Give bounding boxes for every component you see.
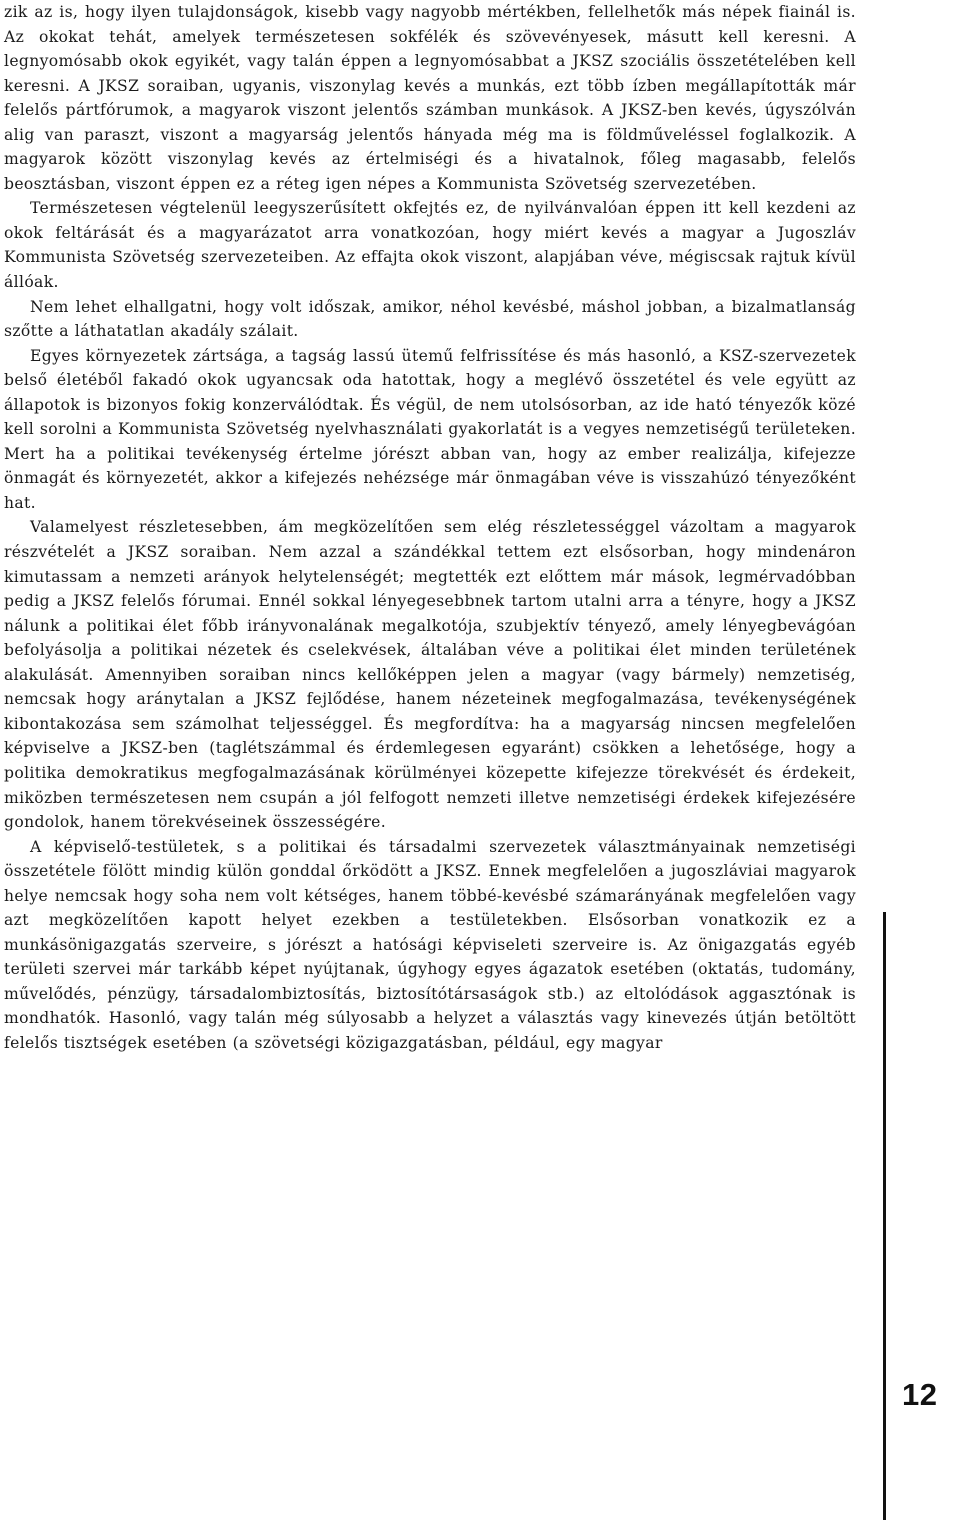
paragraph-2: Természetesen végtelenül leegyszerűsített okfejtés ez, de nyilvánvalóan éppen itt kell kezdeni az okok feltárását és a magyarázatot arra vonatkozóan, hogy miért kevés a magyar a Jugoszláv Kommunista Szövetség szervezeteiben. Az effajta okok viszont, alapjában véve, mégiscsak rajtuk kívül állóak.	[4, 199, 856, 292]
page-number: 12	[902, 1377, 938, 1412]
margin-rule	[883, 912, 886, 1520]
paragraph-5: Valamelyest részletesebben, ám megközelítően sem elég részletességgel vázoltam a magyarok részvételét a JKSZ soraiban. Nem azzal a szándékkal tettem ezt elsősorban, hogy mindenáron kimutassam a nemzeti arányok helytelenségét; megtették ezt előttem már mások, legmérvadóbban pedig a JKSZ felelős fórumai. Ennél sokkal lényegesebbnek tartom utalni arra a tényre, hogy a JKSZ nálunk a politikai élet főbb irányvonalának megalkotója, szubjektív tényező, amely lényegbevágóan befolyásolja a politikai nézetek és cselekvések, általában véve a politikai élet minden területének alakulását. Amennyiben soraiban nincs kellőképpen jelen a magyar (vagy bármely) nemzetiség, nemcsak hogy aránytalan a JKSZ fejlődése, hanem nézeteinek megfogalmazása, tevékenységének kibontakozása sem számolhat teljességgel. És megfordítva: ha a magyarság nincsen megfelelően képviselve a JKSZ-ben (taglétszámmal és érdemlegesen egyaránt) csökken a lehetősége, hogy a politika demokratikus megfogalmazásának körülményei közepette kifejezze törekvését és érdekeit, miközben természetesen nem csupán a jól felfogott nemzeti illetve nemzetiségi érdekek kifejezésére gondolok, hanem törekvéseinek összességére.	[4, 518, 856, 832]
paragraph-3: Nem lehet elhallgatni, hogy volt időszak, amikor, néhol kevésbé, máshol jobban, a bizalmatlanság szőtte a láthatatlan akadály szálait.	[4, 297, 856, 341]
paragraph-1: zik az is, hogy ilyen tulajdonságok, kisebb vagy nagyobb mértékben, fellelhetők más népek fiainál is. Az okokat tehát, amelyek természetesen sokfélék és szövevényesek, másutt kell keresni. A legnyomósabb okok egyikét, vagy talán éppen a legnyomósabbat a JKSZ szociális összetételében kell keresni. A JKSZ soraiban, ugyanis, viszonylag kevés a munkás, ezt több ízben megállapították már felelős pártfórumok, a magyarok viszont jelentős számban munkások. A JKSZ-ben kevés, úgyszólván alig van paraszt, viszont a magyarság jelentős hányada még ma is földműveléssel foglalkozik. A magyarok között viszonylag kevés az értelmiségi és a hivatalnok, főleg magasabb, felelős beosztásban, viszont éppen ez a réteg igen népes a Kommunista Szövetség szervezetében.	[4, 3, 856, 193]
paragraph-4: Egyes környezetek zártsága, a tagság lassú ütemű felfrissítése és más hasonló, a KSZ-szervezetek belső életéből fakadó okok ugyancsak oda hatottak, hogy a meglévő összetétel és vele együtt az állapotok is bizonyos fokig konzerválódtak. És végül, de nem utolsósorban, az ide ható tényezők közé kell sorolni a Kommunista Szövetség nyelvhasználati gyakorlatát is a vegyes nemzetiségű területeken. Mert ha a politikai tevékenység értelme jórészt abban van, hogy az ember realizálja, kifejezze önmagát és környezetét, akkor a kifejezés nehézsége már önmagában véve is visszahúzó tényezőként hat.	[4, 346, 856, 512]
paragraph-6: A képviselő-testületek, s a politikai és társadalmi szervezetek választmányainak nemzetiségi összetétele fölött mindig külön gonddal őrködött a JKSZ. Ennek megfelelően a jugoszláviai magyarok helye nemcsak hogy soha nem volt kétséges, hanem többé-kevésbé számarányának megfelelően vagy azt megközelítően kapott helyet ezekben a testületekben. Elsősorban vonatkozik ez a munkásönigazgatás szerveire, s jórészt a hatósági képviseleti szerveire is. Az önigazgatás egyéb területi szervei már tarkább képet nyújtanak, úgyhogy egyes ágazatok esetében (oktatás, tudomány, művelődés, pénzügy, társadalombiztosítás, biztosítótársaságok stb.) az eltolódások aggasztónak is mondhatók. Hasonló, vagy talán még súlyosabb a helyzet a választás vagy kinevezés útján betöltött felelős tisztségek esetében (a szövetségi közigazgatásban, például, egy magyar	[4, 837, 856, 1052]
body-text	[4, 0, 856, 1056]
